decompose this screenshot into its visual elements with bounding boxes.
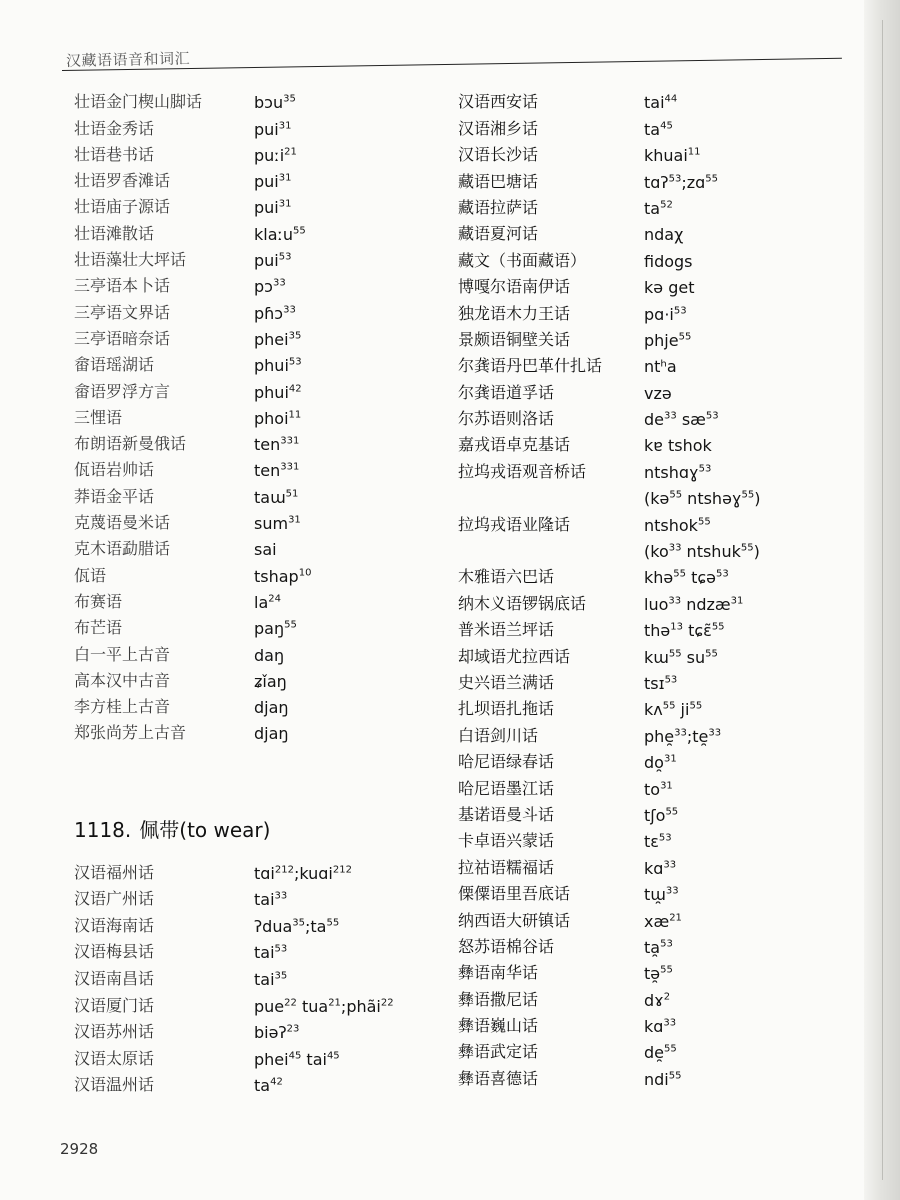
phonetic-form: do̯$^{31}$ bbox=[644, 753, 677, 773]
language-name: 博嘎尔语南伊话 bbox=[458, 277, 571, 297]
entry-row bbox=[74, 936, 434, 963]
phonetic-form: djaŋ bbox=[254, 698, 289, 718]
phonetic-form: daŋ bbox=[254, 645, 285, 665]
phonetic-form: tɑʔ$^{53}$;zɑ$^{55}$ bbox=[644, 172, 719, 192]
page-edge-shadow bbox=[864, 0, 900, 1200]
entry-row bbox=[458, 112, 868, 138]
phonetic-form: phei$^{35}$ bbox=[254, 329, 302, 349]
entry-row bbox=[74, 612, 434, 638]
entry-row bbox=[74, 428, 434, 454]
entry-row bbox=[458, 86, 868, 112]
phonetic-form: phoi$^{11}$ bbox=[254, 408, 302, 428]
phonetic-form: phje$^{55}$ bbox=[644, 330, 692, 350]
phonetic-form: sai bbox=[254, 540, 277, 560]
phonetic-form: phui$^{53}$ bbox=[254, 356, 302, 376]
entry-row bbox=[458, 1036, 868, 1062]
entry-row bbox=[458, 297, 868, 323]
language-name: 布朗语新曼俄话 bbox=[74, 434, 187, 454]
entry-row bbox=[458, 244, 868, 270]
phonetic-form: tɯ̯$^{33}$ bbox=[644, 885, 679, 905]
phonetic-form: kɯ$^{55}$ $su^{55}$ bbox=[644, 647, 718, 667]
phonetic-form: luo$^{33}$ ndzæ$^{31}$ bbox=[644, 594, 744, 614]
left-column bbox=[74, 86, 434, 743]
entry-row bbox=[458, 878, 868, 904]
entry-row bbox=[458, 192, 868, 218]
language-name: 彝语喜德话 bbox=[458, 1068, 539, 1088]
entry-row bbox=[74, 217, 434, 243]
language-name: 汉语长沙话 bbox=[458, 145, 539, 165]
language-name: 三亭语本卜话 bbox=[74, 276, 171, 296]
phonetic-form: tai$^{33}$ bbox=[254, 890, 288, 910]
phonetic-form: kʌ$^{55}$ $ji^{55}$ bbox=[644, 700, 703, 720]
language-name: 白语剑川话 bbox=[458, 725, 539, 745]
language-name: 布赛语 bbox=[74, 591, 123, 611]
language-name: 壮语罗香滩话 bbox=[74, 171, 171, 191]
entry-row bbox=[458, 271, 868, 297]
phonetic-form: tɛ$^{53}$ bbox=[644, 832, 672, 852]
entry-row bbox=[74, 1069, 434, 1096]
phonetic-form: paŋ$^{55}$ bbox=[254, 619, 297, 639]
language-name: 汉语西安话 bbox=[458, 92, 539, 112]
language-name: 尔苏语则洛话 bbox=[458, 409, 555, 429]
phonetic-form: ntshok$^{55}$ bbox=[644, 515, 711, 535]
phonetic-form: ten$^{331}$ bbox=[254, 435, 300, 455]
entry-row bbox=[458, 719, 868, 745]
entry-row bbox=[458, 931, 868, 957]
phonetic-form: $to^{31}$ bbox=[644, 779, 673, 799]
language-name: 壮语金秀话 bbox=[74, 118, 155, 138]
phonetic-form: tshap$^{10}$ bbox=[254, 566, 312, 586]
phonetic-form: $de^{33}$ $sæ^{53}$ bbox=[644, 410, 719, 430]
entry-row bbox=[458, 403, 868, 429]
language-name: 木雅语六巴话 bbox=[458, 567, 555, 587]
language-name: 畲语瑶湖话 bbox=[74, 355, 155, 375]
language-name: 壮语庙子源话 bbox=[74, 197, 171, 217]
phonetic-form: tsɪ$^{53}$ bbox=[644, 673, 678, 693]
right-column bbox=[458, 86, 868, 1089]
entry-row bbox=[74, 296, 434, 322]
phonetic-form: $xæ^{21}$ bbox=[644, 911, 682, 931]
entry-row bbox=[458, 218, 868, 244]
language-name: 三悝语 bbox=[74, 407, 123, 427]
phonetic-form: ndi$^{55}$ bbox=[644, 1069, 682, 1089]
phonetic-form: ten$^{331}$ bbox=[254, 461, 300, 481]
language-name: 莽语金平话 bbox=[74, 486, 155, 506]
entry-row bbox=[74, 139, 434, 165]
entry-row bbox=[74, 86, 434, 112]
language-name: 高本汉中古音 bbox=[74, 670, 171, 690]
language-name: 郑张尚芳上古音 bbox=[74, 723, 187, 743]
phonetic-form: pui$^{31}$ bbox=[254, 119, 292, 139]
entry-row bbox=[74, 883, 434, 910]
entry-row bbox=[74, 962, 434, 989]
language-name: 克蔑语曼米话 bbox=[74, 513, 171, 533]
entry-row bbox=[458, 376, 868, 402]
phonetic-form: tai$^{35}$ bbox=[254, 969, 288, 989]
language-name: 傈僳语里吾底话 bbox=[458, 884, 571, 904]
language-name: 嘉戎语卓克基话 bbox=[458, 435, 571, 455]
phonetic-form: tai$^{53}$ bbox=[254, 943, 288, 963]
entry-row bbox=[74, 665, 434, 691]
entry-row bbox=[74, 112, 434, 138]
entry-row bbox=[458, 825, 868, 851]
entry-row bbox=[74, 480, 434, 506]
entry-row bbox=[458, 508, 868, 534]
running-head: 汉藏语语音和词汇 bbox=[65, 49, 191, 70]
language-name: 藏语夏河话 bbox=[458, 224, 539, 244]
language-name: 白一平上古音 bbox=[74, 644, 171, 664]
language-name: 汉语南昌话 bbox=[74, 968, 155, 988]
entry-row bbox=[74, 989, 434, 1016]
phonetic-form: tʃo$^{55}$ bbox=[644, 805, 679, 825]
section-title: 佩带(to wear) bbox=[139, 818, 271, 842]
language-name: 汉语海南话 bbox=[74, 915, 155, 935]
language-name: 史兴语兰满话 bbox=[458, 672, 555, 692]
entry-row bbox=[74, 559, 434, 585]
language-name: 普米语兰坪话 bbox=[458, 620, 555, 640]
phonetic-form: phei$^{45}$ tai$^{45}$ bbox=[254, 1049, 340, 1069]
phonetic-form: khuai$^{11}$ bbox=[644, 146, 701, 166]
phonetic-form: ($ko^{33}$ ntshuk$^{55}$) bbox=[644, 542, 760, 562]
language-name: 藏文（书面藏语） bbox=[458, 250, 587, 270]
entry-row bbox=[74, 638, 434, 664]
entry-row bbox=[458, 350, 868, 376]
entry-row bbox=[458, 667, 868, 693]
phonetic-form: $pɑ\cdot i^{53}$ bbox=[644, 304, 687, 324]
phonetic-form: ʑǐaŋ bbox=[254, 671, 287, 691]
language-name: 藏语拉萨话 bbox=[458, 197, 539, 217]
language-name: 拉坞戎语业隆话 bbox=[458, 514, 571, 534]
phonetic-form: $ta^{45}$ bbox=[644, 119, 673, 139]
phonetic-form: vzə bbox=[644, 383, 672, 403]
language-name: 彝语南华话 bbox=[458, 963, 539, 983]
language-name: 汉语太原话 bbox=[74, 1048, 155, 1068]
entry-row bbox=[458, 851, 868, 877]
phonetic-form: tə̯$^{55}$ bbox=[644, 964, 673, 984]
entry-row bbox=[74, 586, 434, 612]
entry-row bbox=[74, 244, 434, 270]
phonetic-form: ntʰa bbox=[644, 357, 677, 377]
language-name: 藏语巴塘话 bbox=[458, 171, 539, 191]
language-name: 拉坞戎语观音桥话 bbox=[458, 461, 587, 481]
phonetic-form: $ta^{52}$ bbox=[644, 198, 673, 218]
language-name: 哈尼语墨江话 bbox=[458, 778, 555, 798]
entry-row bbox=[458, 139, 868, 165]
language-name: 克木语勐腊话 bbox=[74, 539, 171, 559]
entry-row bbox=[458, 1062, 868, 1088]
entry-row bbox=[74, 507, 434, 533]
language-name: 布芒语 bbox=[74, 618, 123, 638]
entry-row bbox=[458, 983, 868, 1009]
entry-row bbox=[458, 561, 868, 587]
entry-row bbox=[458, 1010, 868, 1036]
language-name: 佤语岩帅话 bbox=[74, 460, 155, 480]
language-name: 尔龚语道孚话 bbox=[458, 382, 555, 402]
entry-row bbox=[458, 324, 868, 350]
language-name: 彝语撒尼话 bbox=[458, 989, 539, 1009]
phonetic-form: pɦɔ$^{33}$ bbox=[254, 303, 296, 323]
section-entries bbox=[74, 856, 434, 1095]
language-name: 李方桂上古音 bbox=[74, 697, 171, 717]
phonetic-form: dɤ$^2$ bbox=[644, 990, 671, 1010]
phonetic-form: pui$^{31}$ bbox=[254, 172, 292, 192]
language-name: 佤语 bbox=[74, 565, 107, 585]
language-name: 畲语罗浮方言 bbox=[74, 381, 171, 401]
language-name: 彝语武定话 bbox=[458, 1042, 539, 1062]
phonetic-form: thə$^{13}$ tɕɛ̃$^{55}$ bbox=[644, 621, 725, 641]
entry-row bbox=[74, 454, 434, 480]
phonetic-form: tai$^{44}$ bbox=[644, 93, 678, 113]
language-name: 纳西语大研镇话 bbox=[458, 910, 571, 930]
language-name: 尔龚语丹巴革什扎话 bbox=[458, 356, 603, 376]
phonetic-form: ntshɑɣ$^{53}$ bbox=[644, 462, 712, 482]
entry-row bbox=[458, 455, 868, 481]
section-heading bbox=[74, 814, 278, 843]
phonetic-form: klaːu$^{55}$ bbox=[254, 224, 306, 244]
phonetic-form: taɯ$^{51}$ bbox=[254, 487, 299, 507]
language-name: 壮语巷书话 bbox=[74, 144, 155, 164]
entry-row bbox=[74, 856, 434, 883]
entry-row bbox=[458, 535, 868, 561]
language-name: 却域语尤拉西话 bbox=[458, 646, 571, 666]
phonetic-form: fidogs bbox=[644, 251, 693, 271]
language-name: 壮语滩散话 bbox=[74, 223, 155, 243]
phonetic-form: phui$^{42}$ bbox=[254, 382, 302, 402]
phonetic-form: pui$^{31}$ bbox=[254, 198, 292, 218]
entry-row bbox=[458, 640, 868, 666]
phonetic-form: sum$^{31}$ bbox=[254, 514, 301, 534]
entry-row bbox=[74, 191, 434, 217]
entry-row bbox=[74, 375, 434, 401]
language-name: 彝语巍山话 bbox=[458, 1016, 539, 1036]
language-name: 独龙语木力王话 bbox=[458, 303, 571, 323]
entry-row bbox=[458, 693, 868, 719]
entry-row bbox=[74, 909, 434, 936]
language-name: 壮语藻壮大坪话 bbox=[74, 250, 187, 270]
entry-row bbox=[74, 691, 434, 717]
language-name: 汉语梅县话 bbox=[74, 942, 155, 962]
language-name: 景颇语铜壁关话 bbox=[458, 329, 571, 349]
section-number: 1118. bbox=[74, 818, 132, 842]
entry-row bbox=[74, 323, 434, 349]
phonetic-form: khə$^{55}$ tɕə$^{53}$ bbox=[644, 568, 729, 588]
phonetic-form: kɐ tshok bbox=[644, 436, 712, 456]
language-name: 汉语苏州话 bbox=[74, 1022, 155, 1042]
language-name: 汉语广州话 bbox=[74, 889, 155, 909]
phonetic-form: de̯$^{55}$ bbox=[644, 1043, 677, 1063]
entry-row bbox=[74, 1016, 434, 1043]
entry-row bbox=[458, 799, 868, 825]
phonetic-form: kə get bbox=[644, 278, 695, 298]
language-name: 怒苏语棉谷话 bbox=[458, 936, 555, 956]
language-name: 纳木义语锣锅底话 bbox=[458, 593, 587, 613]
entry-row bbox=[74, 270, 434, 296]
entry-row bbox=[74, 1042, 434, 1069]
language-name: 三亭语文界话 bbox=[74, 302, 171, 322]
language-name: 扎坝语扎拖话 bbox=[458, 699, 555, 719]
phonetic-form: bɔu$^{35}$ bbox=[254, 93, 296, 113]
phonetic-form: pɔ$^{33}$ bbox=[254, 277, 286, 297]
language-name: 壮语金门楔山脚话 bbox=[74, 92, 203, 112]
entry-row bbox=[74, 717, 434, 743]
page-number: 2928 bbox=[60, 1140, 99, 1158]
phonetic-form: tɑi$^{212}$;kuɑi$^{212}$ bbox=[254, 863, 352, 883]
entry-row bbox=[458, 165, 868, 191]
language-name: 卡卓语兴蒙话 bbox=[458, 831, 555, 851]
phonetic-form: puːi$^{21}$ bbox=[254, 145, 297, 165]
language-name: 基诺语曼斗话 bbox=[458, 804, 555, 824]
phonetic-form: kɑ$^{33}$ bbox=[644, 858, 677, 878]
language-name: 三亭语暗奈话 bbox=[74, 328, 171, 348]
language-name: 汉语湘乡话 bbox=[458, 118, 539, 138]
entry-row bbox=[458, 904, 868, 930]
entry-row bbox=[458, 482, 868, 508]
entry-row bbox=[74, 402, 434, 428]
entry-row bbox=[74, 349, 434, 375]
phonetic-form: $ta^{42}$ bbox=[254, 1076, 283, 1096]
entry-row bbox=[74, 165, 434, 191]
phonetic-form: $la^{24}$ bbox=[254, 592, 281, 612]
phonetic-form: pui$^{53}$ bbox=[254, 251, 292, 271]
entry-row bbox=[458, 587, 868, 613]
language-name: 拉祜语糯福话 bbox=[458, 857, 555, 877]
language-name: 汉语福州话 bbox=[74, 862, 155, 882]
entry-row bbox=[458, 429, 868, 455]
phonetic-form: ndaχ bbox=[644, 225, 684, 245]
entry-row bbox=[458, 614, 868, 640]
language-name: 汉语温州话 bbox=[74, 1075, 155, 1095]
phonetic-form: pue$^{22}$ tua$^{21}$;phãi$^{22}$ bbox=[254, 996, 394, 1016]
language-name: 哈尼语绿春话 bbox=[458, 752, 555, 772]
phonetic-form: ta̯$^{53}$ bbox=[644, 937, 673, 957]
phonetic-form: djaŋ bbox=[254, 724, 289, 744]
entry-row bbox=[458, 746, 868, 772]
phonetic-form: phe̯$^{33}$;te̯$^{33}$ bbox=[644, 726, 722, 746]
entry-row bbox=[458, 772, 868, 798]
phonetic-form: $ʔdua^{35};ta^{55}$ bbox=[254, 916, 340, 936]
phonetic-form: (kə$^{55}$ ntshəɣ$^{55}$) bbox=[644, 489, 761, 509]
phonetic-form: biəʔ$^{23}$ bbox=[254, 1023, 300, 1043]
entry-row bbox=[74, 533, 434, 559]
entry-row bbox=[458, 957, 868, 983]
phonetic-form: kɑ$^{33}$ bbox=[644, 1017, 677, 1037]
language-name: 汉语厦门话 bbox=[74, 995, 155, 1015]
